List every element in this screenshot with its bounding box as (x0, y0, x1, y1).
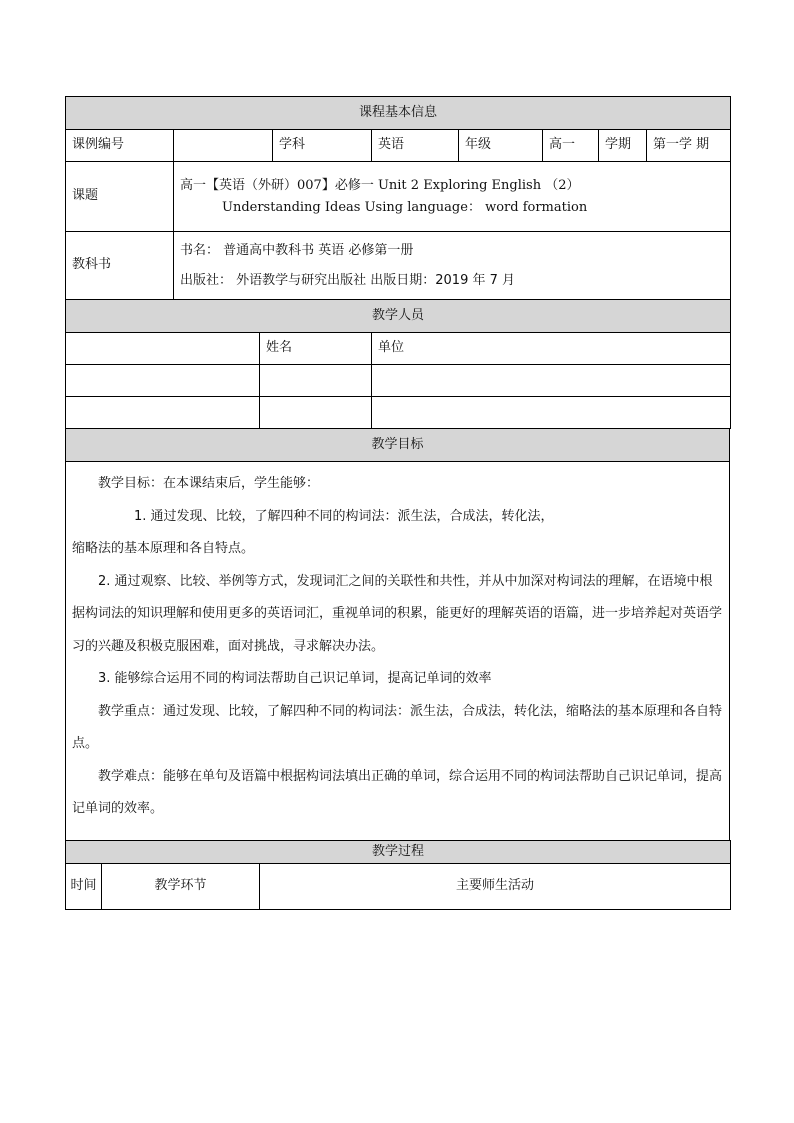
process-col-time: 时间 (66, 864, 102, 910)
goals-body (66, 462, 730, 841)
subject-label: 学科 (273, 130, 372, 162)
staff-cell (260, 397, 372, 429)
goals-header: 教学目标 (66, 429, 730, 462)
topic-label: 课题 (66, 162, 174, 232)
term-label: 学期 (599, 130, 647, 162)
term-value: 第一学 期 (647, 130, 731, 162)
staff-cell (66, 397, 260, 429)
process-table (65, 840, 731, 910)
staff-cell (372, 365, 731, 397)
topic-value (174, 162, 731, 232)
process-col-activity: 主要师生活动 (260, 864, 731, 910)
key-points: 教学重点：通过发现、比较，了解四种不同的构词法：派生法，合成法，转化法，缩略法的基本原理和各自特点。 (72, 703, 723, 751)
textbook-line-1: 书名： 普通高中教科书 英语 必修第一册 (180, 242, 414, 258)
staff-header: 教学人员 (66, 300, 731, 333)
topic-line-1: 高一【英语（外研）007】必修一 Unit 2 Exploring English （2） (180, 177, 580, 193)
goal-item-1b: 缩略法的基本原理和各自特点。 (72, 541, 255, 556)
goal-item-3: 3. 能够综合运用不同的构词法帮助自己识记单词，提高记单词的效率 (98, 671, 492, 686)
staff-table (65, 299, 731, 429)
basic-info-header: 课程基本信息 (66, 97, 731, 130)
staff-cell (66, 365, 260, 397)
textbook-line-2: 出版社： 外语教学与研究出版社 出版日期：2019 年 7 月 (180, 272, 516, 288)
difficult-points: 教学难点：能够在单句及语篇中根据构词法填出正确的单词，综合运用不同的构词法帮助自己识记单词，提高记单词的效率。 (72, 768, 723, 816)
staff-cell (260, 365, 372, 397)
grade-value: 高一 (543, 130, 599, 162)
staff-col-unit: 单位 (372, 333, 731, 365)
textbook-label: 教科书 (66, 232, 174, 300)
case-no-label: 课例编号 (66, 130, 174, 162)
basic-info-table (65, 96, 731, 300)
case-no-value (174, 130, 273, 162)
textbook-value (174, 232, 731, 300)
goals-table (65, 428, 730, 841)
process-header: 教学过程 (66, 841, 731, 864)
staff-blank-header (66, 333, 260, 365)
subject-value: 英语 (372, 130, 459, 162)
lesson-plan-document (65, 96, 730, 910)
goals-intro: 教学目标：在本课结束后，学生能够： (98, 476, 320, 491)
topic-line-2: Understanding Ideas Using language： word formation (222, 199, 588, 215)
staff-col-name: 姓名 (260, 333, 372, 365)
staff-cell (372, 397, 731, 429)
grade-label: 年级 (459, 130, 543, 162)
goal-item-1a: 1. 通过发现、比较，了解四种不同的构词法：派生法，合成法，转化法， (134, 508, 554, 524)
goal-item-2: 2. 通过观察、比较、举例等方式，发现词汇之间的关联性和共性，并从中加深对构词法的理解，在语境中根据构词法的知识理解和使用更多的英语词汇，重视单词的积累，能更好的理解英语的语篇，进一步培养起对英语学习的兴趣及积极克服困难，面对挑战，寻求解决办法。 (72, 573, 723, 654)
process-col-stage: 教学环节 (102, 864, 260, 910)
